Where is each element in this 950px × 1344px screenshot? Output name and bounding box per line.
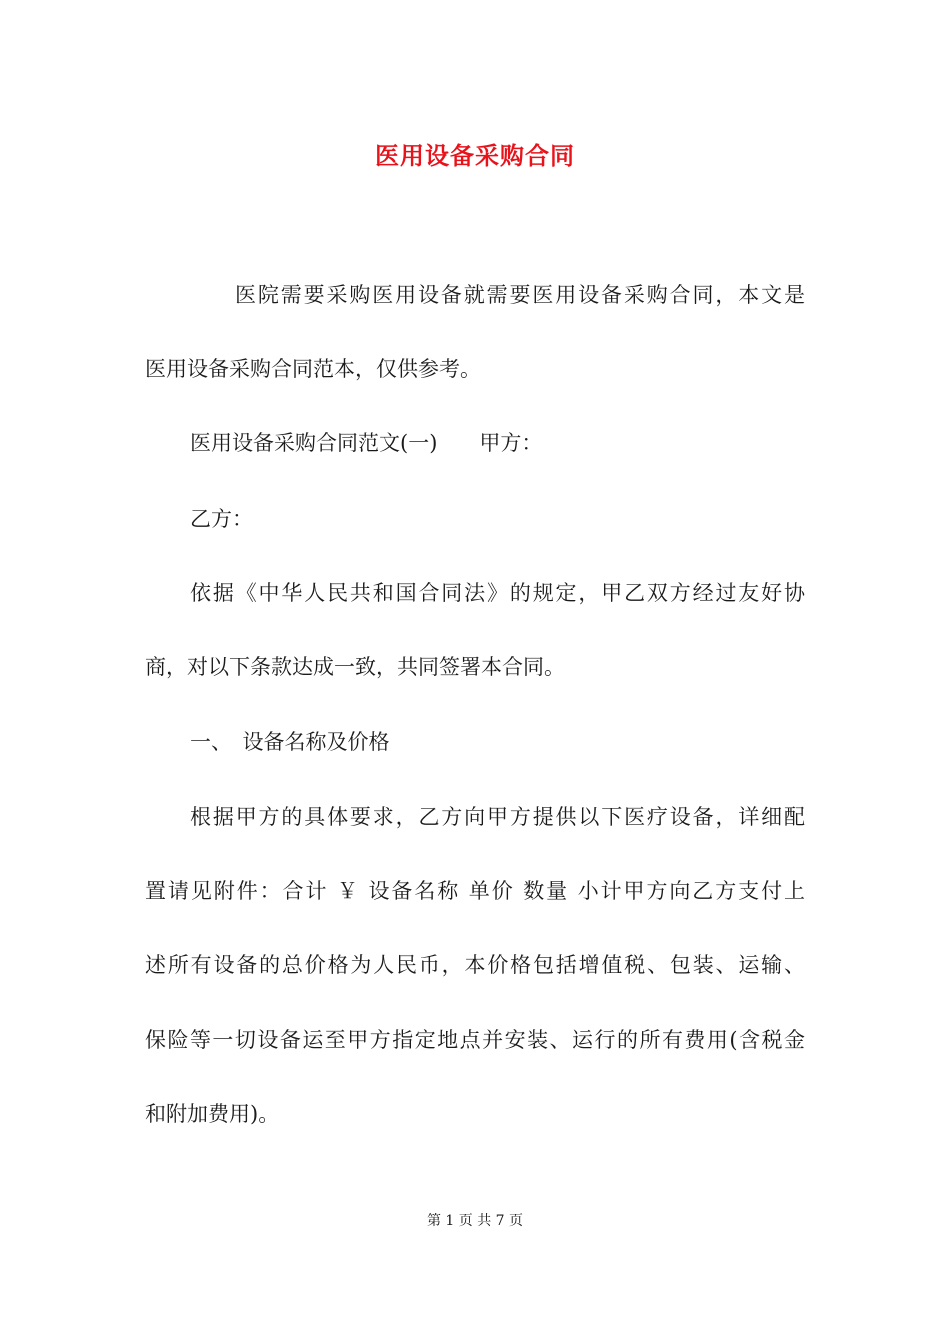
paragraph-line: 保险等一切设备运至甲方指定地点并安装、运行的所有费用(含税金 — [145, 1028, 805, 1052]
paragraph-line: 依据《中华人民共和国合同法》的规定，甲乙双方经过友好协 — [190, 581, 805, 605]
paragraph-line: 医用设备采购合同范文(一) 甲方： — [190, 431, 543, 455]
paragraph-line: 述所有设备的总价格为人民币，本价格包括增值税、包装、运输、 — [145, 953, 805, 977]
page-number-footer: 第 1 页 共 7 页 — [426, 1213, 524, 1229]
paragraph-line: 根据甲方的具体要求，乙方向甲方提供以下医疗设备，详细配 — [190, 805, 805, 829]
paragraph-line: 乙方： — [190, 507, 253, 531]
section-heading: 一、 设备名称及价格 — [190, 730, 390, 754]
paragraph-line: 置请见附件：合计 ￥ 设备名称 单价 数量 小计甲方向乙方支付上 — [145, 879, 805, 903]
paragraph-line: 商，对以下条款达成一致，共同签署本合同。 — [145, 655, 565, 679]
document-title: 医用设备采购合同 — [375, 141, 575, 170]
paragraph-line: 医院需要采购医用设备就需要医用设备采购合同，本文是 — [235, 283, 805, 307]
paragraph-line: 和附加费用)。 — [145, 1102, 280, 1126]
paragraph-line: 医用设备采购合同范本，仅供参考。 — [145, 357, 481, 381]
